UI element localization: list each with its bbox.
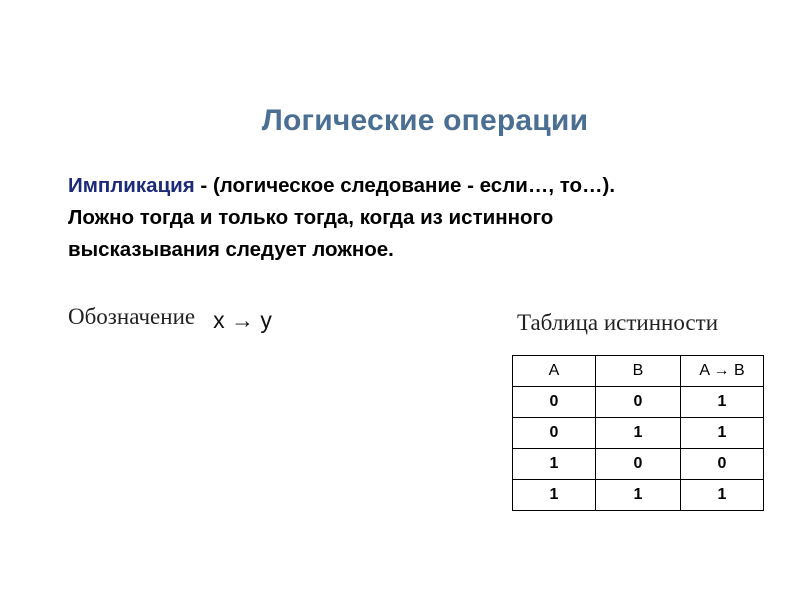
table-cell: 1 [681,480,764,511]
table-cell: 1 [513,449,596,480]
table-cell: 1 [681,418,764,449]
table-cell: 1 [596,480,681,511]
table-cell: 0 [596,449,681,480]
notation-label: Обозначение [68,304,196,329]
table-cell: 1 [596,418,681,449]
table-cell: 1 [513,480,596,511]
header-cell-a-implies-b: A → B [681,356,764,387]
definition-line2: Ложно тогда и только тогда, когда из истинного [68,206,554,229]
table-row [513,449,764,480]
table-cell: 0 [513,387,596,418]
table-cell: 0 [513,418,596,449]
table-cell: 0 [681,449,764,480]
table-row [513,480,764,511]
table-row [513,418,764,449]
definition-line1-rest: - (логическое следование - если…, то…). [194,174,616,197]
truth-table-caption: Таблица истинности [517,310,719,335]
header-cell-a: A [513,356,596,387]
notation [68,303,272,333]
truth-table [512,355,764,511]
table-header-row [513,356,764,387]
definition-line3: высказывания следует ложное. [68,238,394,261]
slide-title: Логические операции [261,104,589,137]
table-row [513,387,764,418]
definition-term: Импликация [68,174,195,197]
notation-formula: x → y [213,307,272,333]
table-cell: 1 [681,387,764,418]
header-cell-b: B [596,356,681,387]
table-cell: 0 [596,387,681,418]
definition-text [68,170,768,266]
